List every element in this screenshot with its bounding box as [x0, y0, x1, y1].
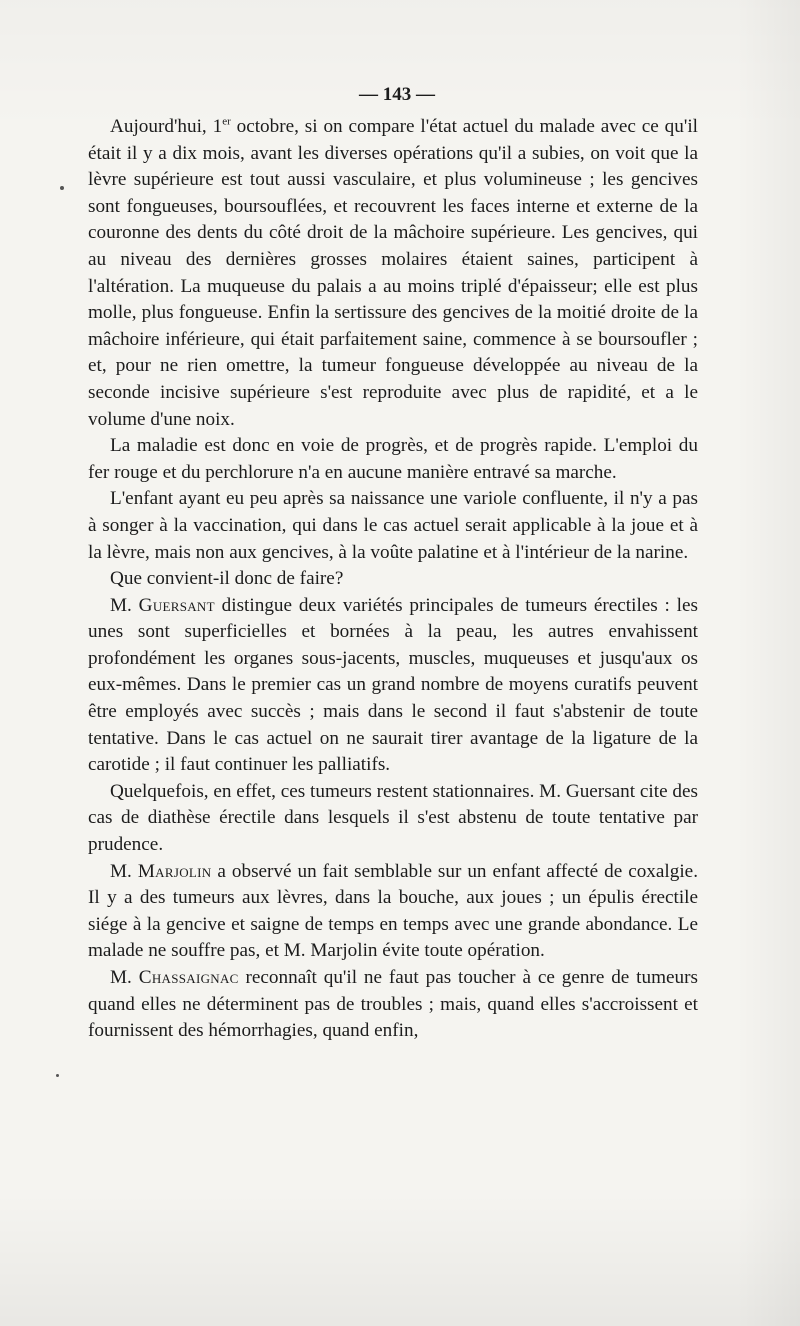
author-name-guersant: Guersant	[138, 594, 215, 616]
paragraph-8-prefix: M.	[110, 967, 139, 988]
paragraph-3: L'enfant ayant eu peu après sa naissance une variole confluente, il n'y a pas à songer à la vaccination, qui dans le cas actuel serait applicable à la joue et à la lèvre, mais non aux gencives, à la voûte palatine et à l'intérieur de la narine.	[88, 488, 698, 563]
ink-speck	[60, 186, 64, 190]
paragraph-4: Que convient-il donc de faire?	[110, 568, 344, 590]
date-number: 1	[212, 116, 223, 137]
author-name-chassaignac: Chassaignac	[138, 967, 239, 988]
paragraph-5-body: distingue deux variétés principales de tumeurs érectiles : les unes sont superficielles et bornées à la peau, les autres envahissent profondément les organes sous-jacents, muscles, muqueuses et jusqu'aux os eux-mêmes. Dans le premier cas un grand nombre de moyens curatifs peuvent être employés avec succès ; mais dans le second il faut s'abstenir de toute tentative. Dans le cas actuel on ne saurait tirer avantage de la ligature de la carotide ; il faut continuer les palliatifs.	[88, 594, 698, 776]
paragraph-2: La maladie est donc en voie de progrès, et de progrès rapide. L'emploi du fer rouge et du perchlorure n'a en aucune manière entravé sa marche.	[88, 435, 698, 483]
paragraph-5-prefix: M.	[110, 594, 139, 616]
page-number: — 143 —	[359, 84, 435, 105]
paragraph-6: Quelquefois, en effet, ces tumeurs restent stationnaires. M. Guersant cite des cas de diathèse érectile dans lesquels il s'est abstenu de toute tentative par prudence.	[88, 780, 698, 856]
ink-speck	[56, 1074, 59, 1077]
body-text	[88, 82, 698, 1045]
paragraph-8	[88, 965, 698, 1045]
paragraph-7-body: a observé un fait semblable sur un enfant affecté de coxalgie. Il y a des tumeurs aux lèvres, dans la bouche, aux joues ; un épulis érectile siége à la gencive et saigne de temps en temps avec une grande abondance. Le malade ne souffre pas, et M. Marjolin évite toute opération.	[88, 860, 698, 962]
paragraph-1-lead: Aujourd'hui,	[110, 116, 213, 137]
paragraph-1-body: octobre, si on compare l'état actuel du malade avec ce qu'il était il y a dix mois, avant les diverses opérations qu'il a subies, on voit que la lèvre supérieure est tout aussi vasculaire, et plus volumineuse ; les gencives sont fongueuses, boursouflées, et recouvrent les faces interne et externe de la couronne des dents du côté droit de la mâchoire supérieure. Les gencives, qui au niveau des dernières grosses molaires étaient saines, participent à l'altération. La muqueuse du palais a au moins triplé d'épaisseur; elle est plus molle, plus fongueuse. Enfin la sertissure des gencives de la moitié droite de la mâchoire inférieure, qui était parfaitement saine, commence à se boursoufler ; et, pour ne rien omettre, la tumeur fongueuse développée au niveau de la seconde incisive supérieure s'est reproduite avec plus de rapidité, et a le volume d'une noix.	[88, 116, 698, 430]
date-superscript: er	[222, 115, 231, 128]
paragraph-7-prefix: M.	[110, 860, 138, 882]
paragraph-1	[88, 114, 698, 433]
paragraph-8-body: reconnaît qu'il ne faut pas toucher à ce genre de tumeurs quand elles ne déterminent pas de troubles ; mais, quand elles s'accroissent et fournissent des hémorrhagies, quand enfin,	[88, 967, 699, 1042]
author-name-marjolin: Marjolin	[137, 860, 212, 882]
paragraph-7	[88, 859, 698, 965]
paragraph-5	[88, 593, 698, 779]
